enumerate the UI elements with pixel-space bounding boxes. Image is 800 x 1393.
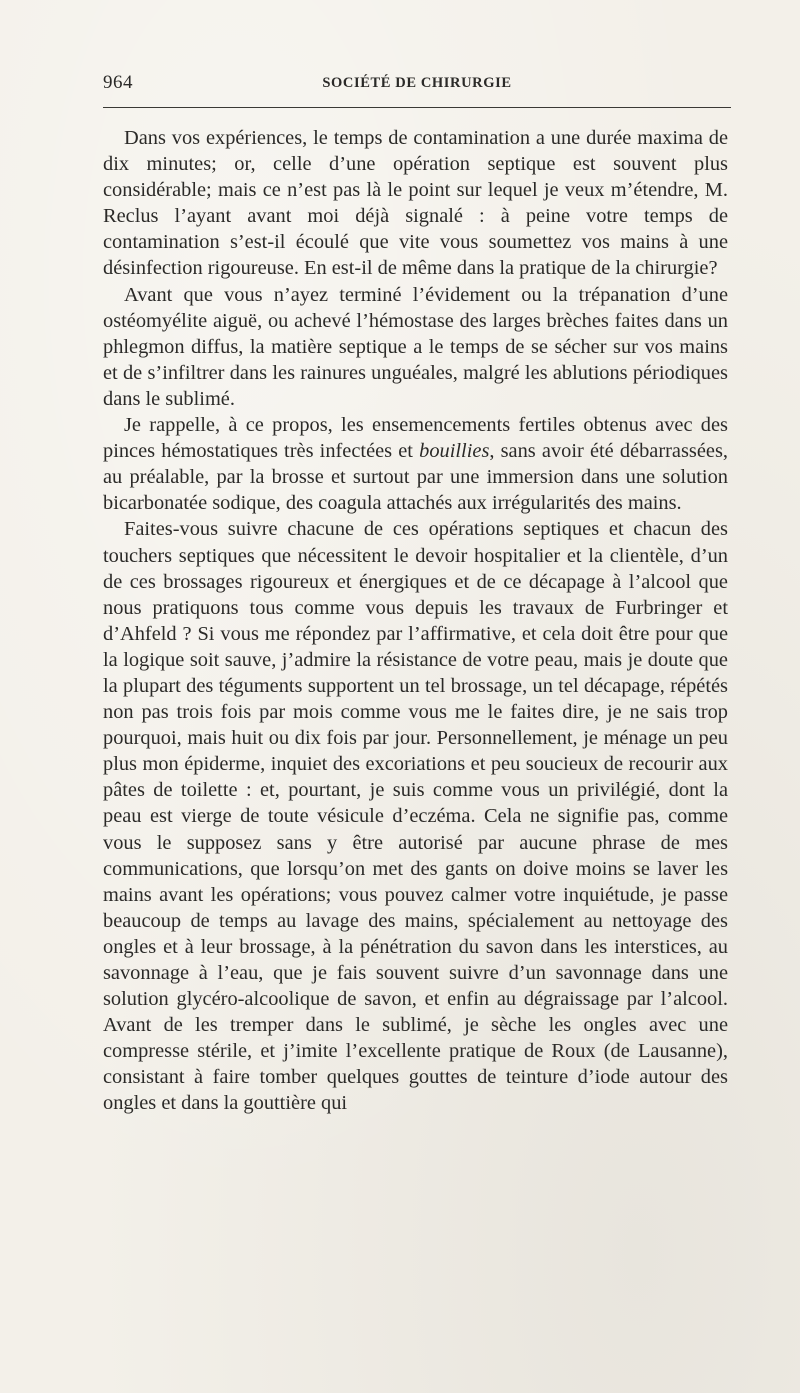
header-rule bbox=[103, 107, 731, 108]
paragraph-contamination-time: Dans vos expériences, le temps de contamination a une durée maxima de dix minutes; or, celle d’une opération septique est souvent plus considérable; mais ce n’est pas là le point sur lequel je veux m’étendre, M. Reclus l’ayant avant moi déjà signalé : à peine votre temps de contamination s’est-il écoulé que vite vous soumettez vos mains à une désinfection rigoureuse. En est-il de même dans la pratique de la chirurgie? bbox=[103, 127, 728, 280]
journal-title: SOCIÉTÉ DE CHIRURGIE bbox=[322, 75, 512, 91]
paragraph-hemostatic-forceps: Je rappelle, à ce propos, les ensemencements fertiles obtenus avec des pinces hémostatiques très infectées et bouillies, sans avoir été débarrassées, au préalable, par la brosse et surtout par une immersion dans une solution bicarbonatée sodique, des coagula attachés aux irrégularités des mains. bbox=[103, 414, 728, 515]
body-text bbox=[103, 125, 728, 1117]
paragraph-hand-washing: Faites-vous suivre chacune de ces opérations septiques et chacun des touchers septiques que nécessitent le devoir hospitalier et la clientèle, d’un de ces brossages rigoureux et énergiques et de ce décapage à l’alcool que nous pratiquons tous comme vous depuis les travaux de Furbringer et d’Ahfeld ? Si vous me répondez par l’affirmative, et cela doit être pour que la logique soit sauve, j’admire la résistance de votre peau, mais je doute que la plupart des téguments supportent un tel brossage, un tel décapage, répétés non pas trois fois par mois comme vous me le faites dire, je ne sais trop pourquoi, mais huit ou dix fois par jour. Personnellement, je ménage un peu plus mon épiderme, inquiet des excoriations et peu soucieux de recourir aux pâtes de toilette : et, pourtant, je suis comme vous un privilégié, dont la peau est vierge de toute vésicule d’eczéma. Cela ne signifie pas, comme vous le supposez sans y être autorisé par aucune phrase de mes communications, que lorsqu’on met des gants on doive moins se laver les mains avant les opérations; vous pouvez calmer votre inquiétude, je passe beaucoup de temps au lavage des mains, spécialement au nettoyage des ongles et à leur brossage, à la pénétration du savon dans les interstices, au savonnage à l’eau, que je fais souvent suivre d’un savonnage dans une solution glycéro-alcoolique de savon, et enfin au dégraissage par l’alcool. Avant de les tremper dans le sublimé, je sèche les ongles avec une compresse stérile, et j’imite l’excellente pratique de Roux (de Lausanne), consistant à faire tomber quelques gouttes de teinture d’iode autour des ongles et dans la gouttière qui bbox=[103, 518, 728, 1115]
paragraph-septic-matter: Avant que vous n’ayez terminé l’évidement ou la trépanation d’une ostéomyélite aiguë, ou achevé l’hémostase des larges brèches faites dans un phlegmon diffus, la matière septique a le temps de se sécher sur vos mains et de s’infiltrer dans les rainures unguéales, malgré les ablutions périodiques dans le sublimé. bbox=[103, 283, 728, 410]
running-head bbox=[103, 72, 731, 98]
page-number: 964 bbox=[103, 72, 133, 93]
emphasis-bouillies: bouillies bbox=[419, 440, 490, 463]
